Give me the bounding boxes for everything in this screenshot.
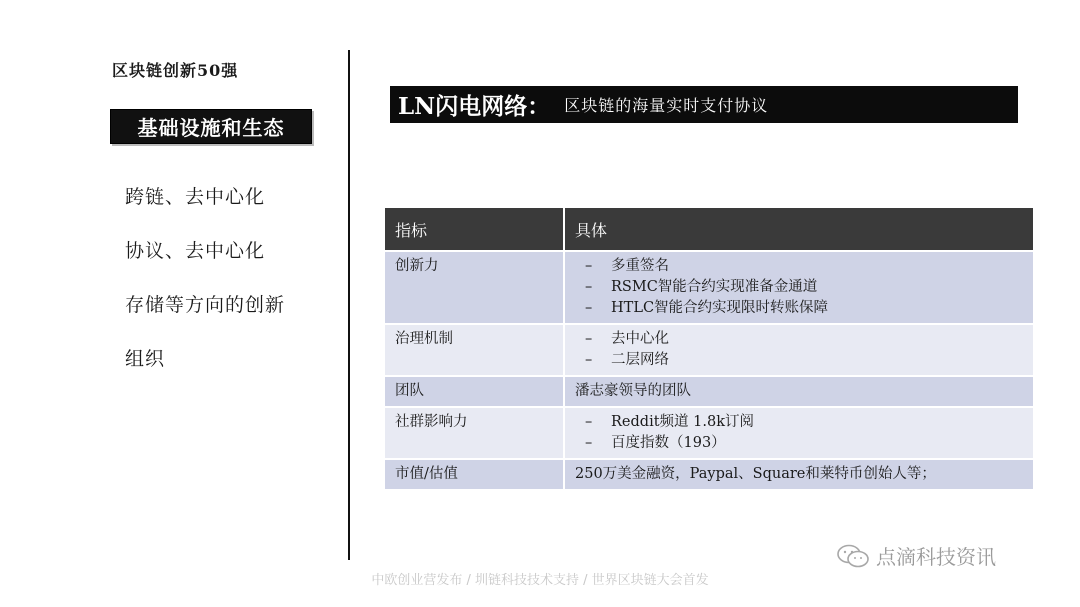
row-label: 社群影响力 [385,407,564,459]
column-header-metric: 指标 [385,208,564,251]
table-header-row [385,208,1033,251]
vertical-divider [348,50,350,560]
side-list [125,182,285,398]
table-row [385,324,1033,376]
table-row [385,251,1033,324]
table-row [385,459,1033,489]
row-label: 治理机制 [385,324,564,376]
detail-bullet: – 多重签名 [575,256,1023,277]
category-badge: 基础设施和生态 [110,109,312,144]
metrics-table [385,208,1033,489]
side-item: 存储等方向的创新 [125,294,286,316]
row-detail: 潘志豪领导的团队 [564,376,1033,407]
side-item: 跨链、去中心化 [125,186,266,208]
detail-bullet: – 去中心化 [575,329,1023,350]
footer-credits: 中欧创业营发布 / 圳链科技技术支持 / 世界区块链大会首发 [371,573,709,588]
row-label: 团队 [385,376,564,407]
detail-bullet: – 二层网络 [575,350,1023,371]
table-row [385,376,1033,407]
detail-bullet: – HTLC智能合约实现限时转账保障 [575,298,1023,319]
detail-bullet: – 百度指数（193） [575,433,1023,454]
side-item: 组织 [125,348,166,370]
row-label: 市值/估值 [385,459,564,489]
row-label: 创新力 [385,251,564,324]
slide-subtitle: 区块链的海量实时支付协议 [564,96,769,115]
table-row [385,407,1033,459]
wechat-icon [836,544,870,568]
row-detail [564,251,1033,324]
row-detail [564,324,1033,376]
slide-title: LN闪电网络： [398,93,551,120]
watermark-text: 点滴科技资讯 [876,545,996,569]
page-label: 区块链创新50强 [112,61,239,80]
detail-bullet: – Reddit频道 1.8k订阅 [575,412,1023,433]
row-detail: 250万美金融资，Paypal、Square和莱特币创始人等； [564,459,1033,489]
column-header-detail: 具体 [564,208,1033,251]
title-bar [390,86,1018,123]
row-detail [564,407,1033,459]
side-item: 协议、去中心化 [125,240,266,262]
detail-bullet: – RSMC智能合约实现准备金通道 [575,277,1023,298]
watermark [836,541,996,570]
